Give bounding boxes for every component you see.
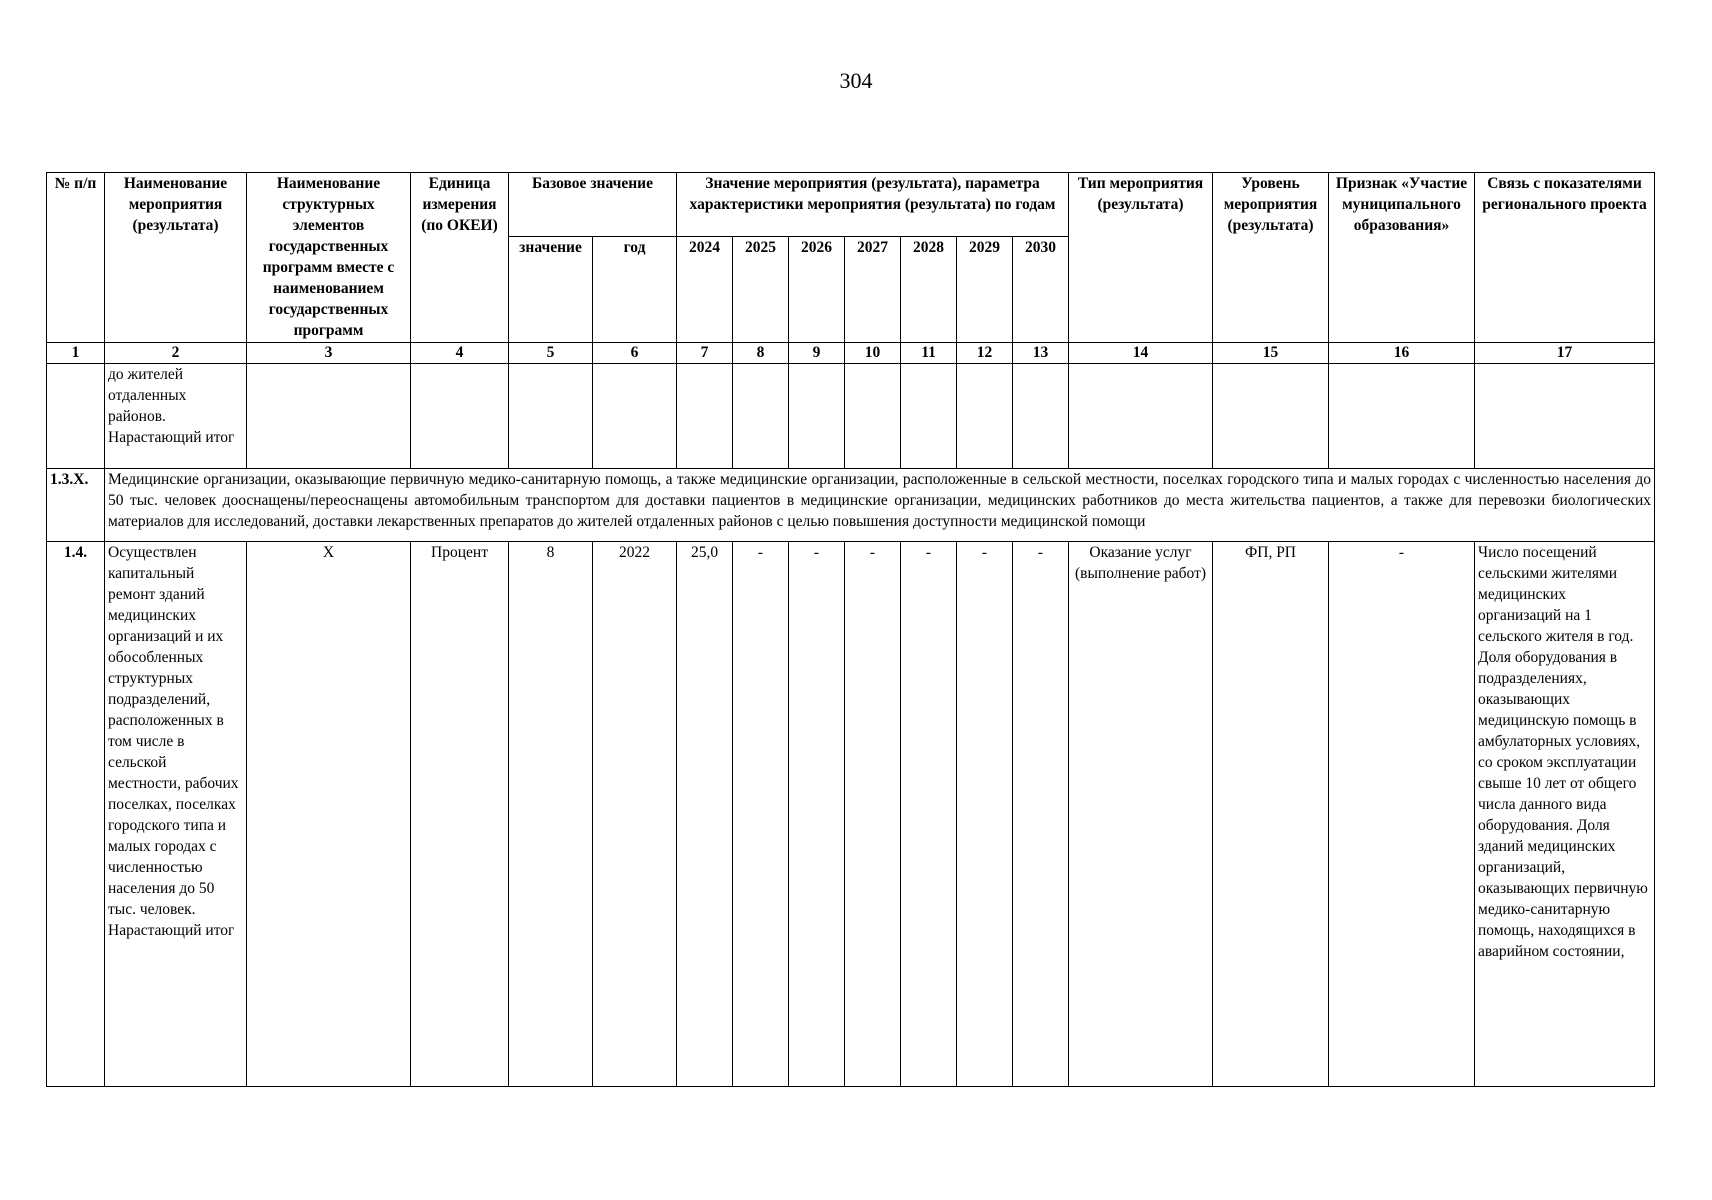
item-base-year: 2022	[593, 542, 677, 1087]
column-number: 5	[509, 343, 593, 364]
cell-empty	[411, 364, 509, 469]
item-value-2024: 25,0	[677, 542, 733, 1087]
item-struct: X	[247, 542, 411, 1087]
header-sign: Признак «Участие муниципального образования»	[1329, 173, 1475, 343]
item-value-2028: -	[901, 542, 957, 1087]
cell-empty	[957, 364, 1013, 469]
header-year-2026: 2026	[789, 237, 845, 343]
header-year-2025: 2025	[733, 237, 789, 343]
cell-empty	[1213, 364, 1329, 469]
header-link: Связь с показателями регионального проекта	[1475, 173, 1655, 343]
cell-empty	[845, 364, 901, 469]
column-number: 14	[1069, 343, 1213, 364]
item-value-2029: -	[957, 542, 1013, 1087]
header-year-2028: 2028	[901, 237, 957, 343]
header-year-2024: 2024	[677, 237, 733, 343]
item-value-2026: -	[789, 542, 845, 1087]
cell-empty	[1329, 364, 1475, 469]
table-row-section	[47, 469, 1655, 542]
header-num: № п/п	[47, 173, 105, 343]
cell-empty	[247, 364, 411, 469]
column-number: 10	[845, 343, 901, 364]
column-number: 12	[957, 343, 1013, 364]
cell-empty	[593, 364, 677, 469]
item-type: Оказание услуг (выполнение работ)	[1069, 542, 1213, 1087]
column-number: 16	[1329, 343, 1475, 364]
header-base-value: значение	[509, 237, 593, 343]
item-value-2030: -	[1013, 542, 1069, 1087]
item-base-value: 8	[509, 542, 593, 1087]
header-unit: Единица измерения (по ОКЕИ)	[411, 173, 509, 343]
item-value-2027: -	[845, 542, 901, 1087]
cell-num	[47, 364, 105, 469]
item-name: Осуществлен капитальный ремонт зданий медицинских организаций и их обособленных структурных подразделений, расположенных в том числе в сельской местности, рабочих поселках, поселках городского типа и малых городах с численностью населения до 50 тыс. человек. Нарастающий итог	[105, 542, 247, 1087]
cell-name: до жителей отдаленных районов. Нарастающий итог	[105, 364, 247, 469]
column-number: 6	[593, 343, 677, 364]
column-number: 15	[1213, 343, 1329, 364]
cell-empty	[733, 364, 789, 469]
column-number: 2	[105, 343, 247, 364]
item-level: ФП, РП	[1213, 542, 1329, 1087]
header-values: Значение мероприятия (результата), параметра характеристики мероприятия (результата) по годам	[677, 173, 1069, 237]
item-unit: Процент	[411, 542, 509, 1087]
table-row-continuation	[47, 364, 1655, 469]
column-number: 8	[733, 343, 789, 364]
page-number: 304	[839, 68, 873, 93]
column-number: 4	[411, 343, 509, 364]
cell-empty	[1069, 364, 1213, 469]
cell-empty	[901, 364, 957, 469]
header-base: Базовое значение	[509, 173, 677, 237]
item-value-2025: -	[733, 542, 789, 1087]
header-year-2027: 2027	[845, 237, 901, 343]
cell-empty	[1013, 364, 1069, 469]
activities-table	[46, 172, 1655, 1087]
cell-empty	[509, 364, 593, 469]
header-year-2029: 2029	[957, 237, 1013, 343]
column-number: 9	[789, 343, 845, 364]
section-num: 1.3.X.	[47, 469, 105, 542]
column-number: 13	[1013, 343, 1069, 364]
column-number: 3	[247, 343, 411, 364]
column-number-row	[47, 343, 1655, 364]
cell-empty	[677, 364, 733, 469]
header-year-2030: 2030	[1013, 237, 1069, 343]
header-type: Тип мероприятия (результата)	[1069, 173, 1213, 343]
header-struct: Наименование структурных элементов государственных программ вместе с наименованием государственных программ	[247, 173, 411, 343]
header-level: Уровень мероприятия (результата)	[1213, 173, 1329, 343]
item-num: 1.4.	[47, 542, 105, 1087]
header-name: Наименование мероприятия (результата)	[105, 173, 247, 343]
header-base-year: год	[593, 237, 677, 343]
section-text: Медицинские организации, оказывающие первичную медико-санитарную помощь, а также медицинские организации, расположенные в сельской местности, поселках городского типа и малых городах с численностью населения до 50 тыс. человек дооснащены/переоснащены автомобильным транспортом для доставки пациентов в медицинские организации, медицинских работников до места жительства пациентов, а также для перевозки биологических материалов для исследований, доставки лекарственных препаратов до жителей отдаленных районов с целью повышения доступности медицинской помощи	[105, 469, 1655, 542]
item-sign: -	[1329, 542, 1475, 1087]
column-number: 1	[47, 343, 105, 364]
table-row-item	[47, 542, 1655, 1087]
column-number: 11	[901, 343, 957, 364]
column-number: 7	[677, 343, 733, 364]
item-link: Число посещений сельскими жителями медицинских организаций на 1 сельского жителя в год. Доля оборудования в подразделениях, оказывающих медицинскую помощь в амбулаторных условиях, со сроком эксплуатации свыше 10 лет от общего числа данного вида оборудования. Доля зданий медицинских организаций, оказывающих первичную медико-санитарную помощь, находящихся в аварийном состоянии,	[1475, 542, 1655, 1087]
cell-empty	[1475, 364, 1655, 469]
cell-empty	[789, 364, 845, 469]
column-number: 17	[1475, 343, 1655, 364]
